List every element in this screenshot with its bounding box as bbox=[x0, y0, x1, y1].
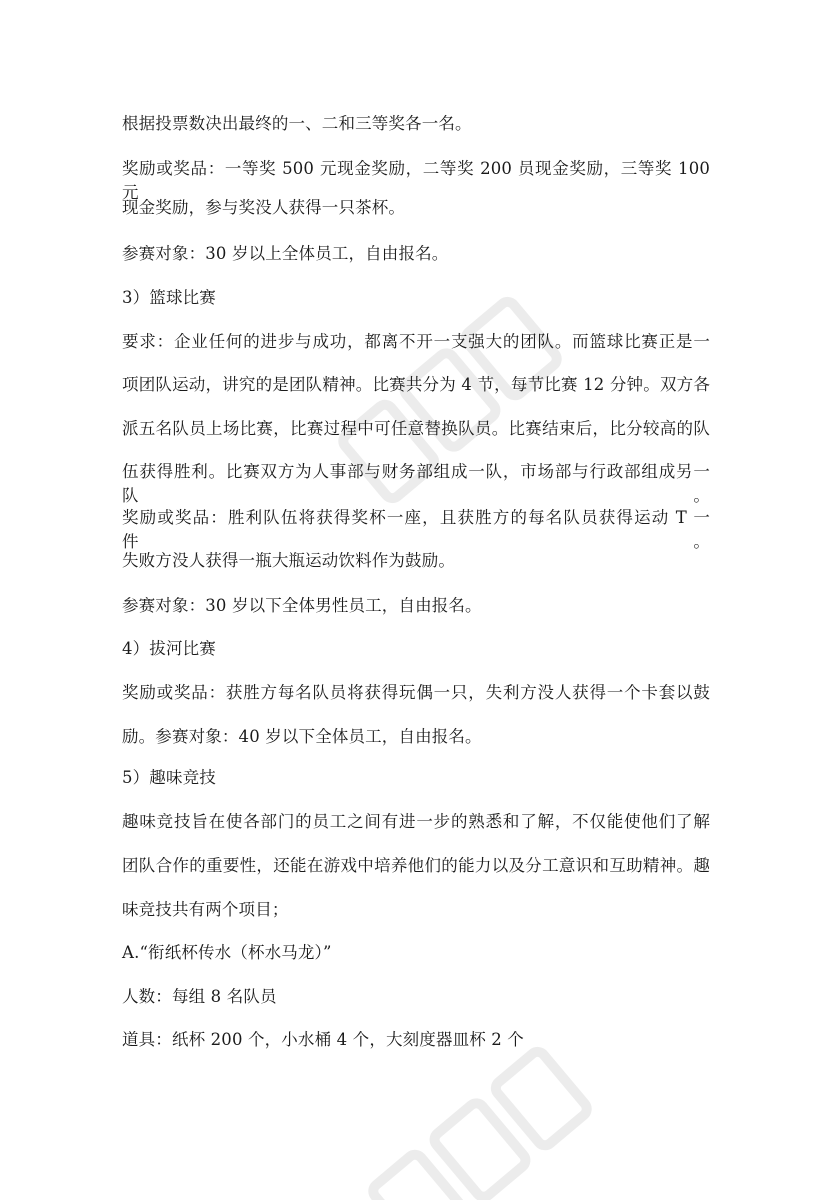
text-line: 伍获得胜利。比赛双方为人事部与财务部组成一队，市场部与行政部组成另一队。 bbox=[122, 462, 710, 505]
text-line: 奖励或奖品：一等奖 500 元现金奖励，二等奖 200 员现金奖励，三等奖 100 元 bbox=[122, 159, 710, 202]
text-line: 励。参赛对象：40 岁以下全体员工，自由报名。 bbox=[122, 727, 482, 746]
text-line: 根据投票数决出最终的一、二和三等奖各一名。 bbox=[122, 114, 472, 133]
text-line: 团队合作的重要性，还能在游戏中培养他们的能力以及分工意识和互助精神。趣 bbox=[122, 856, 710, 875]
text-line: 现金奖励，参与奖没人获得一只茶杯。 bbox=[122, 198, 406, 217]
text-line: 要求：企业任何的进步与成功，都离不开一支强大的团队。而篮球比赛正是一 bbox=[122, 332, 710, 351]
text-line: 参赛对象：30 岁以上全体员工，自由报名。 bbox=[122, 244, 449, 263]
section-heading: 3）篮球比赛 bbox=[122, 288, 216, 307]
section-heading: 4）拔河比赛 bbox=[122, 639, 216, 658]
text-line: 参赛对象：30 岁以下全体男性员工，自由报名。 bbox=[122, 596, 482, 615]
text-line: 味竞技共有两个项目； bbox=[122, 900, 289, 919]
text-line: 趣味竞技旨在使各部门的员工之间有进一步的熟悉和了解，不仅能使他们了解 bbox=[122, 812, 710, 831]
section-heading: 5）趣味竞技 bbox=[122, 768, 216, 787]
text-line: 奖励或奖品：获胜方每名队员将获得玩偶一只，失利方没人获得一个卡套以鼓 bbox=[122, 683, 710, 702]
text-line: 道具：纸杯 200 个，小水桶 4 个，大刻度器皿杯 2 个 bbox=[122, 1030, 524, 1049]
text-line: 失败方没人获得一瓶大瓶运动饮料作为鼓励。 bbox=[122, 551, 455, 570]
text-line: 项团队运动，讲究的是团队精神。比赛共分为 4 节，每节比赛 12 分钟。双方各 bbox=[122, 375, 710, 394]
text-line: 派五名队员上场比赛，比赛过程中可任意替换队员。比赛结束后，比分较高的队 bbox=[122, 419, 710, 438]
text-line: A.“衔纸杯传水（杯水马龙）” bbox=[122, 943, 332, 962]
text-line: 奖励或奖品：胜利队伍将获得奖杯一座，且获胜方的每名队员获得运动 T 一件。 bbox=[122, 508, 710, 551]
text-line: 人数：每组 8 名队员 bbox=[122, 987, 277, 1006]
